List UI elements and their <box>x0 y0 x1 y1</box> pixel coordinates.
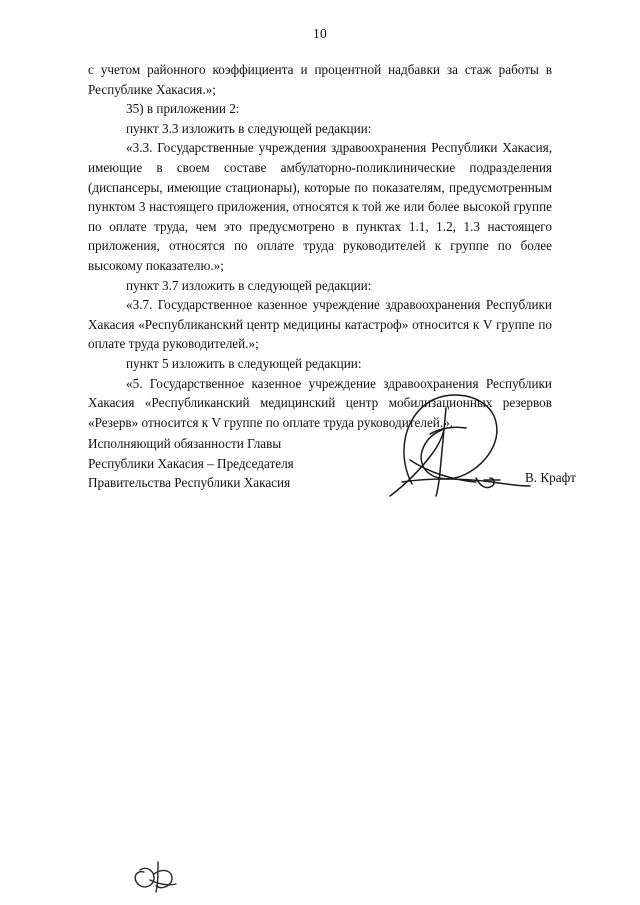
paragraph: пункт 5 изложить в следующей редакции: <box>126 355 362 371</box>
signatory-name: В. Крафт <box>525 470 576 485</box>
paragraph: «3.7. Государственное казенное учреждение здравоохранения Республики Хакасия «Республиканский центр медицины катастроф» относится к V группе по оплате труда руководителей.»; <box>88 297 552 352</box>
signatory-title-line: Исполняющий обязанности Главы <box>88 436 282 451</box>
signatory-title <box>88 434 388 493</box>
handwritten-signature-icon <box>380 388 560 508</box>
page-number: 10 <box>313 26 327 41</box>
document-body <box>88 60 552 432</box>
signatory-title-line: Правительства Республики Хакасия <box>88 475 291 491</box>
paragraph: пункт 3.3 изложить в следующей редакции: <box>126 120 372 136</box>
paragraph: пункт 3.7 изложить в следующей редакции: <box>126 277 372 293</box>
paragraph: «3.3. Государственные учреждения здравоохранения Республики Хакасия, имеющие в своем составе амбулаторно-поликлинические подразделения (диспансеры, имеющие стационары), которые по показателям, предусмотренным пунктом 3 настоящего приложения, относятся к той же или более высокой группе по оплате труда, чем это предусмотрено в пунктах 1.1, 1.2, 1.3 настоящего приложения, относятся по оплате труда руководителей к группе по более высокому показателю.»; <box>88 140 552 273</box>
paragraph: с учетом районного коэффициента и процентной надбавки за стаж работы в Республике Хакасия.»; <box>88 62 552 97</box>
signatory-title-line: Республики Хакасия – Председателя <box>88 455 294 471</box>
paragraph: 35) в приложении 2: <box>126 101 240 117</box>
paragraph: «5. Государственное казенное учреждение здравоохранения Республики Хакасия «Республиканский медицинский центр мобилизационных резервов «Резерв» относится к V группе по оплате труда руководителей.». <box>88 375 552 430</box>
footer-handwritten-mark-icon <box>128 856 188 898</box>
